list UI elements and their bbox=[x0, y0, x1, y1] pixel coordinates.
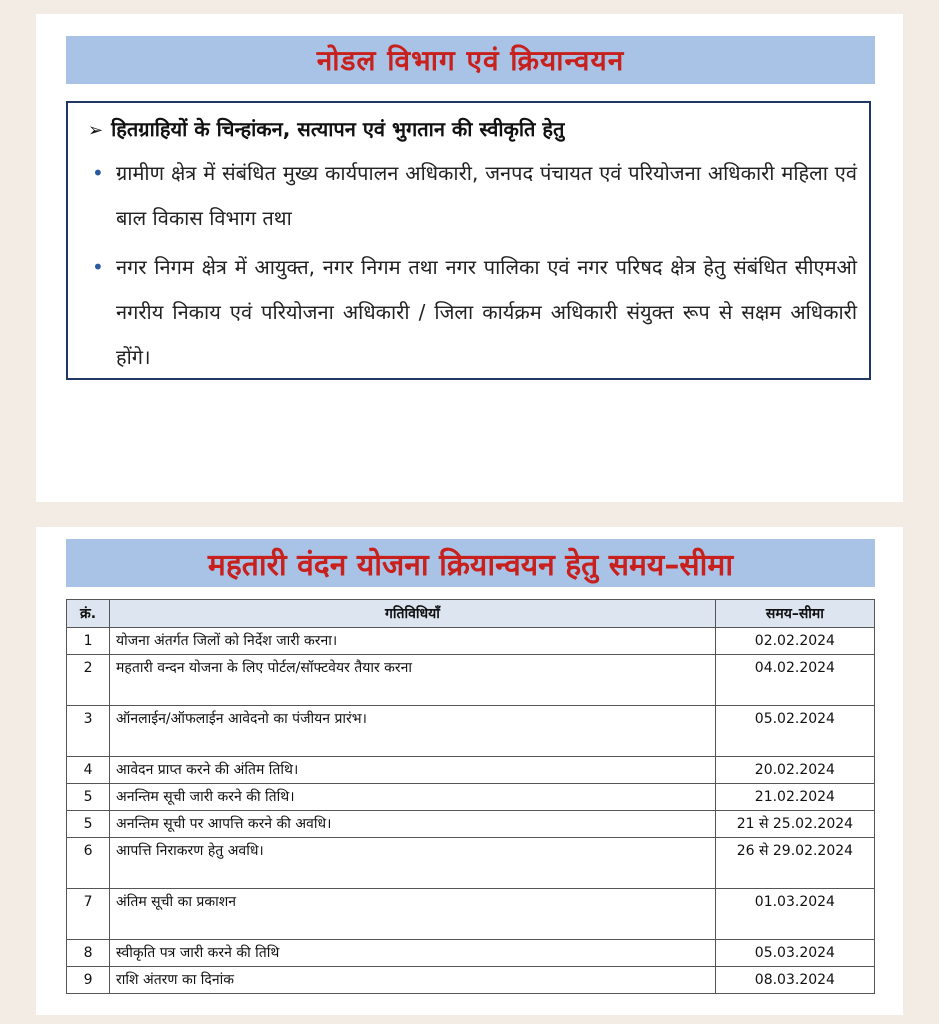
bullet-dot-icon: • bbox=[92, 161, 104, 185]
cell-activity: स्वीकृति पत्र जारी करने की तिथि bbox=[110, 940, 716, 967]
cell-deadline: 21 से 25.02.2024 bbox=[715, 811, 874, 838]
bullet-dot-icon: • bbox=[92, 255, 104, 279]
header-deadline: समय–सीमा bbox=[715, 600, 874, 628]
cell-activity: अंतिम सूची का प्रकाशन bbox=[110, 889, 716, 940]
table-row bbox=[67, 706, 875, 757]
cell-deadline: 04.02.2024 bbox=[715, 655, 874, 706]
cell-no: 5 bbox=[67, 811, 110, 838]
slide-title: नोडल विभाग एवं क्रियान्वयन bbox=[66, 36, 875, 84]
cell-deadline: 01.03.2024 bbox=[715, 889, 874, 940]
bullet-text: नगर निगम क्षेत्र में आयुक्त, नगर निगम तथा नगर पालिका एवं नगर परिषद क्षेत्र हेतु संबंधित सीएमओ नगरीय निकाय एवं परियोजना अधिकारी / जिला कार्यक्रम अधिकारी संयुक्त रूप से सक्षम अधिकारी होंगे। bbox=[116, 255, 857, 369]
cell-no: 5 bbox=[67, 784, 110, 811]
cell-activity: राशि अंतरण का दिनांक bbox=[110, 967, 716, 994]
cell-activity: योजना अंतर्गत जिलों को निर्देश जारी करना। bbox=[110, 628, 716, 655]
cell-deadline: 21.02.2024 bbox=[715, 784, 874, 811]
slide-nodal-department bbox=[36, 14, 903, 502]
cell-no: 2 bbox=[67, 655, 110, 706]
slide-title: महतारी वंदन योजना क्रियान्वयन हेतु समय–सीमा bbox=[66, 539, 875, 587]
header-activity: गतिविधियाँ bbox=[110, 600, 716, 628]
bullet-rural bbox=[92, 151, 857, 241]
bullet-urban bbox=[92, 245, 857, 380]
table-row bbox=[67, 757, 875, 784]
content-box bbox=[66, 101, 871, 380]
cell-deadline: 08.03.2024 bbox=[715, 967, 874, 994]
table-row bbox=[67, 967, 875, 994]
cell-deadline: 05.02.2024 bbox=[715, 706, 874, 757]
table-row bbox=[67, 889, 875, 940]
cell-deadline: 26 से 29.02.2024 bbox=[715, 838, 874, 889]
table-header-row bbox=[67, 600, 875, 628]
bullet-text: ग्रामीण क्षेत्र में संबंधित मुख्य कार्यपालन अधिकारी, जनपद पंचायत एवं परियोजना अधिकारी महिला एवं बाल विकास विभाग तथा bbox=[116, 161, 857, 230]
cell-no: 3 bbox=[67, 706, 110, 757]
cell-no: 8 bbox=[67, 940, 110, 967]
cell-activity: अनन्तिम सूची जारी करने की तिथि। bbox=[110, 784, 716, 811]
table-row bbox=[67, 784, 875, 811]
cell-no: 1 bbox=[67, 628, 110, 655]
cell-activity: महतारी वन्दन योजना के लिए पोर्टल/सॉफ्टवेयर तैयार करना bbox=[110, 655, 716, 706]
slide-timeline bbox=[36, 527, 903, 1015]
header-no: क्रं. bbox=[67, 600, 110, 628]
table-row bbox=[67, 940, 875, 967]
cell-no: 4 bbox=[67, 757, 110, 784]
timeline-table bbox=[66, 599, 875, 994]
arrow-bullet-icon: ➢ bbox=[88, 120, 104, 141]
cell-deadline: 05.03.2024 bbox=[715, 940, 874, 967]
cell-deadline: 20.02.2024 bbox=[715, 757, 874, 784]
cell-deadline: 02.02.2024 bbox=[715, 628, 874, 655]
cell-activity: ऑनलाईन/ऑफलाईन आवेदनो का पंजीयन प्रारंभ। bbox=[110, 706, 716, 757]
cell-no: 9 bbox=[67, 967, 110, 994]
cell-no: 6 bbox=[67, 838, 110, 889]
cell-no: 7 bbox=[67, 889, 110, 940]
lead-text: हितग्राहियों के चिन्हांकन, सत्यापन एवं भुगतान की स्वीकृति हेतु bbox=[111, 117, 565, 141]
lead-point bbox=[88, 115, 859, 142]
table-row bbox=[67, 655, 875, 706]
cell-activity: आवेदन प्राप्त करने की अंतिम तिथि। bbox=[110, 757, 716, 784]
cell-activity: आपत्ति निराकरण हेतु अवधि। bbox=[110, 838, 716, 889]
table-row bbox=[67, 811, 875, 838]
table-row bbox=[67, 628, 875, 655]
table-row bbox=[67, 838, 875, 889]
cell-activity: अनन्तिम सूची पर आपत्ति करने की अवधि। bbox=[110, 811, 716, 838]
